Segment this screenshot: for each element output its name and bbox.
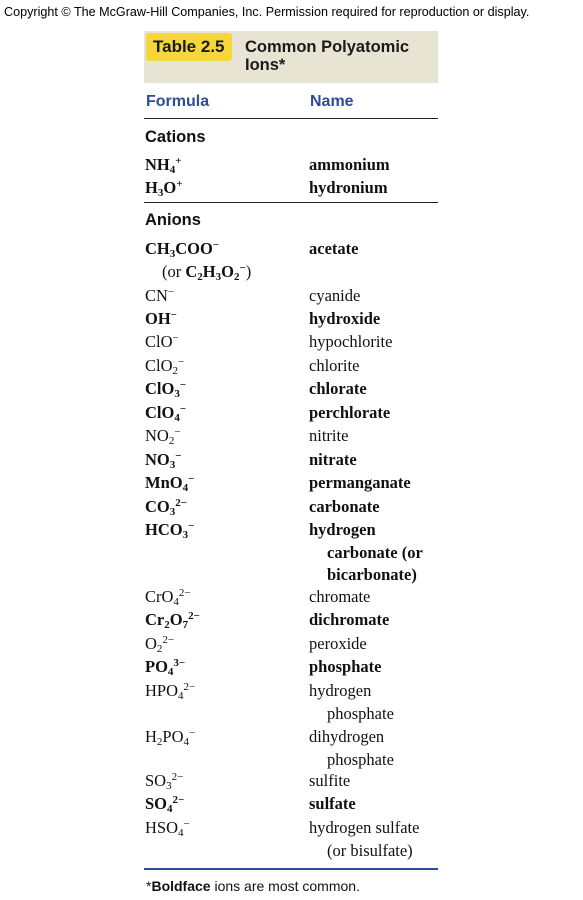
anion-name: perchlorate bbox=[309, 403, 391, 422]
column-header-formula: Formula bbox=[146, 93, 210, 110]
anion-name: nitrate bbox=[309, 450, 357, 469]
anion-formula: CN− bbox=[145, 286, 175, 305]
anion-name: hydrogen bbox=[309, 681, 372, 700]
anion-formula: $HCO_3^-$ bbox=[145, 520, 195, 541]
table-number-label: Table 2.5 bbox=[146, 33, 232, 61]
anion-name: dichromate bbox=[309, 610, 390, 629]
anion-name: dihydrogen bbox=[309, 727, 385, 746]
column-header-name: Name bbox=[310, 93, 354, 110]
anion-formula: $SO_3^{2-}$ bbox=[145, 771, 184, 792]
anion-name: hydroxide bbox=[309, 309, 381, 328]
anion-name: sulfate bbox=[309, 794, 356, 813]
anion-name: hydrogen bbox=[309, 520, 376, 539]
cation-formula: $H_3O^+$ bbox=[145, 178, 183, 199]
anion-formula: $H_2PO_4^-$ bbox=[145, 727, 196, 748]
cation-formula: $NH_4^+$ bbox=[145, 155, 182, 176]
anion-name: hypochlorite bbox=[309, 332, 393, 351]
anion-formula: $SO_4^{2-}$ bbox=[145, 794, 185, 815]
footnote-marker: * bbox=[146, 878, 152, 894]
anion-formula: MnO$_4$− bbox=[145, 473, 195, 494]
anion-name: phosphate bbox=[327, 749, 394, 769]
anion-name: peroxide bbox=[309, 634, 367, 653]
footnote-bold-word: Boldface bbox=[151, 878, 211, 894]
footnote-text: ions are most common. bbox=[210, 878, 360, 894]
anion-name: chromate bbox=[309, 587, 371, 606]
table-title: Common Polyatomic Ions* bbox=[245, 38, 410, 74]
anion-formula-alt: (or $C_2H_3O_2^-$) bbox=[162, 262, 252, 283]
section-label-cations: Cations bbox=[145, 128, 206, 146]
anion-name: carbonate (or bbox=[327, 542, 423, 562]
anion-name: hydrogen sulfate bbox=[309, 818, 420, 837]
anion-name: sulfite bbox=[309, 771, 351, 790]
anion-formula: $NO_2^-$ bbox=[145, 426, 181, 447]
anion-formula: $NO_3^-$ bbox=[145, 450, 182, 471]
anion-name: permanganate bbox=[309, 473, 411, 492]
anion-name: bicarbonate) bbox=[327, 565, 417, 584]
anion-name: cyanide bbox=[309, 286, 361, 305]
anion-formula: ClO$_2$− bbox=[145, 356, 185, 377]
anion-name: chlorite bbox=[309, 356, 360, 375]
cation-name: hydronium bbox=[309, 178, 388, 197]
anion-formula: $HPO_4^{2-}$ bbox=[145, 681, 196, 702]
anion-formula: $PO_4^{3-}$ bbox=[145, 657, 186, 678]
anion-formula: $CO_3^{2-}$ bbox=[145, 497, 188, 518]
anion-formula: $HSO_4^-$ bbox=[145, 818, 190, 839]
footnote bbox=[146, 877, 360, 895]
anion-formula: $O_2^{2-}$ bbox=[145, 634, 175, 655]
anion-formula: CrO$_4^{2-}$ bbox=[145, 587, 191, 608]
anion-name: nitrite bbox=[309, 426, 349, 445]
anion-formula: ClO− bbox=[145, 332, 179, 351]
table-bottom-rule bbox=[144, 868, 438, 870]
anion-name: phosphate bbox=[309, 657, 382, 676]
section-label-anions: Anions bbox=[145, 211, 201, 229]
anion-name: (or bisulfate) bbox=[327, 840, 413, 860]
anion-name: carbonate bbox=[309, 497, 380, 516]
section-divider bbox=[144, 202, 438, 203]
anion-formula: $CH_3COO^-$ bbox=[145, 239, 220, 260]
copyright-notice: Copyright © The McGraw-Hill Companies, Inc. Permission required for reproduction or display. bbox=[4, 5, 530, 19]
anion-formula: $Cr_2O_7^{2-}$ bbox=[145, 610, 200, 631]
anion-name: chlorate bbox=[309, 379, 367, 398]
header-divider bbox=[144, 118, 438, 119]
alt-formula: $C_2H_3O_2^-$ bbox=[185, 262, 246, 283]
cation-name: ammonium bbox=[309, 155, 390, 174]
anion-name: phosphate bbox=[327, 703, 394, 723]
anion-name: acetate bbox=[309, 239, 359, 258]
anion-formula: ClO$_3$− bbox=[145, 379, 187, 400]
anion-formula: ClO$_4$− bbox=[145, 403, 187, 424]
anion-formula: OH− bbox=[145, 309, 177, 328]
